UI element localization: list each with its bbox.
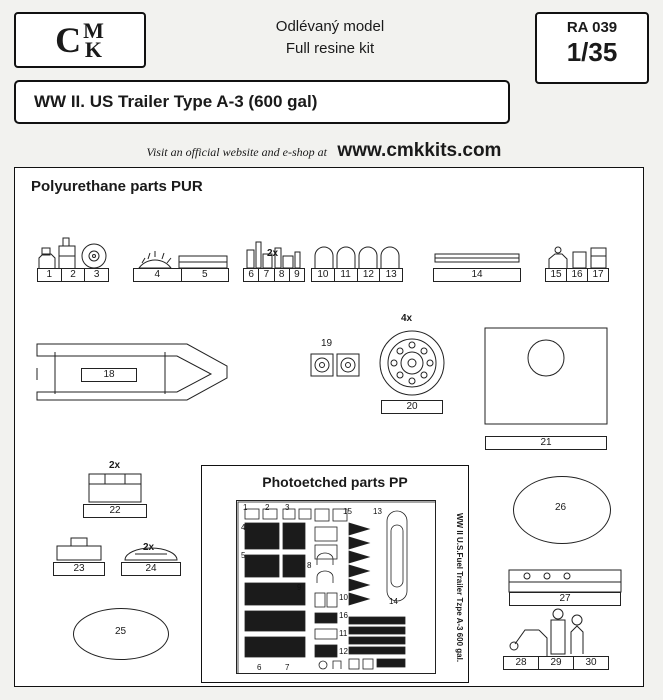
part-number: 17 (592, 269, 604, 280)
cmk-logo-text (16, 14, 144, 66)
part-number: 4 (134, 269, 182, 281)
pe-number: 4 (241, 523, 246, 532)
part-number: 3 (93, 269, 100, 280)
kit-code-box (535, 12, 649, 84)
logo-letters-mk: M K (83, 17, 105, 62)
part-number: 2 (62, 269, 86, 281)
part-number-20 (381, 400, 443, 414)
website-url[interactable]: www.cmkkits.com (337, 140, 502, 161)
part-number: 22 (109, 505, 121, 516)
part-number: 24 (145, 563, 157, 574)
pe-number: 3 (285, 503, 290, 512)
part-number: 6 (244, 269, 259, 281)
part-number: 9 (294, 269, 300, 280)
pe-number: 9 (297, 583, 302, 592)
pe-fret-label: WW II U.S.Fuel Trailer Tzpe A-3 600 gal. (455, 513, 464, 663)
pe-number: 5 (241, 551, 246, 560)
kit-code: RA 039 (566, 19, 618, 36)
part-number: 12 (358, 269, 381, 281)
part-numbers-15-17 (545, 268, 609, 282)
part-number-25: 25 (115, 626, 127, 637)
part-numbers-4-5 (133, 268, 229, 282)
title-line-czech: Odlévaný model (275, 18, 385, 35)
part-number-14 (433, 268, 521, 282)
part-number: 15 (546, 269, 567, 281)
part-number: 20 (406, 401, 418, 412)
part-number: 5 (201, 269, 208, 280)
part-numbers-28-30 (503, 656, 609, 670)
part-number-24 (121, 562, 181, 576)
pe-number: 10 (339, 593, 348, 602)
part-number: 10 (312, 269, 335, 281)
page-title (160, 16, 500, 60)
part-number: 30 (585, 657, 597, 668)
pe-number: 15 (343, 507, 352, 516)
title-line-english: Full resine kit (285, 39, 375, 57)
part-number: 21 (540, 437, 552, 448)
part-number: 11 (335, 269, 358, 281)
kit-name: WW II. US Trailer Type A-3 (600 gal) (34, 92, 318, 111)
part-number: 28 (504, 657, 539, 669)
kit-scale: 1/35 (566, 37, 618, 67)
part-numbers-1-3 (37, 268, 109, 282)
part-number: 16 (567, 269, 588, 281)
part-number-26: 26 (555, 502, 567, 513)
photoetched-panel (201, 465, 469, 683)
cmk-logo (14, 12, 146, 68)
part-number-21 (485, 436, 607, 450)
pe-number: 2 (265, 503, 270, 512)
pur-section-title: Polyurethane parts PUR (31, 178, 203, 195)
qty-2x-24: 2x (143, 542, 155, 553)
part-number: 8 (275, 269, 290, 281)
pe-number: 12 (339, 647, 348, 656)
part-numbers-6-9 (243, 268, 305, 282)
qty-2x-top: 2x (267, 248, 279, 259)
part-number: 14 (471, 269, 483, 280)
part-number: 29 (539, 657, 574, 669)
pe-number: 1 (243, 503, 248, 512)
pe-number: 8 (307, 561, 312, 570)
part-number: 27 (559, 593, 571, 604)
kit-name-box (14, 80, 510, 124)
part-number-27 (509, 592, 621, 606)
pe-number: 11 (339, 629, 348, 638)
parts-map-frame (14, 167, 644, 687)
part-number: 13 (385, 269, 397, 280)
pe-number: 16 (339, 611, 348, 620)
part-number: 1 (38, 269, 62, 281)
part-number-19: 19 (321, 338, 333, 349)
part-number: 18 (103, 369, 115, 380)
part-number-18 (81, 368, 137, 382)
part-number: 7 (259, 269, 274, 281)
pe-number: 6 (257, 663, 262, 672)
pe-fret-drawing (237, 501, 436, 674)
qty-2x-22: 2x (109, 460, 121, 471)
qty-4x-wheel: 4x (401, 313, 413, 324)
part-numbers-10-13 (311, 268, 403, 282)
part-number-23 (53, 562, 105, 576)
pe-number: 14 (389, 597, 398, 606)
logo-letter-c: C (55, 20, 83, 60)
pe-number: 7 (285, 663, 290, 672)
part-number-22 (83, 504, 147, 518)
website-line (14, 140, 634, 162)
visit-text: Visit an official website and e-shop at (146, 145, 327, 159)
pe-number: 13 (373, 507, 382, 516)
pe-fret (236, 500, 436, 674)
part-number: 23 (73, 563, 85, 574)
pe-section-title: Photoetched parts PP (262, 474, 408, 490)
